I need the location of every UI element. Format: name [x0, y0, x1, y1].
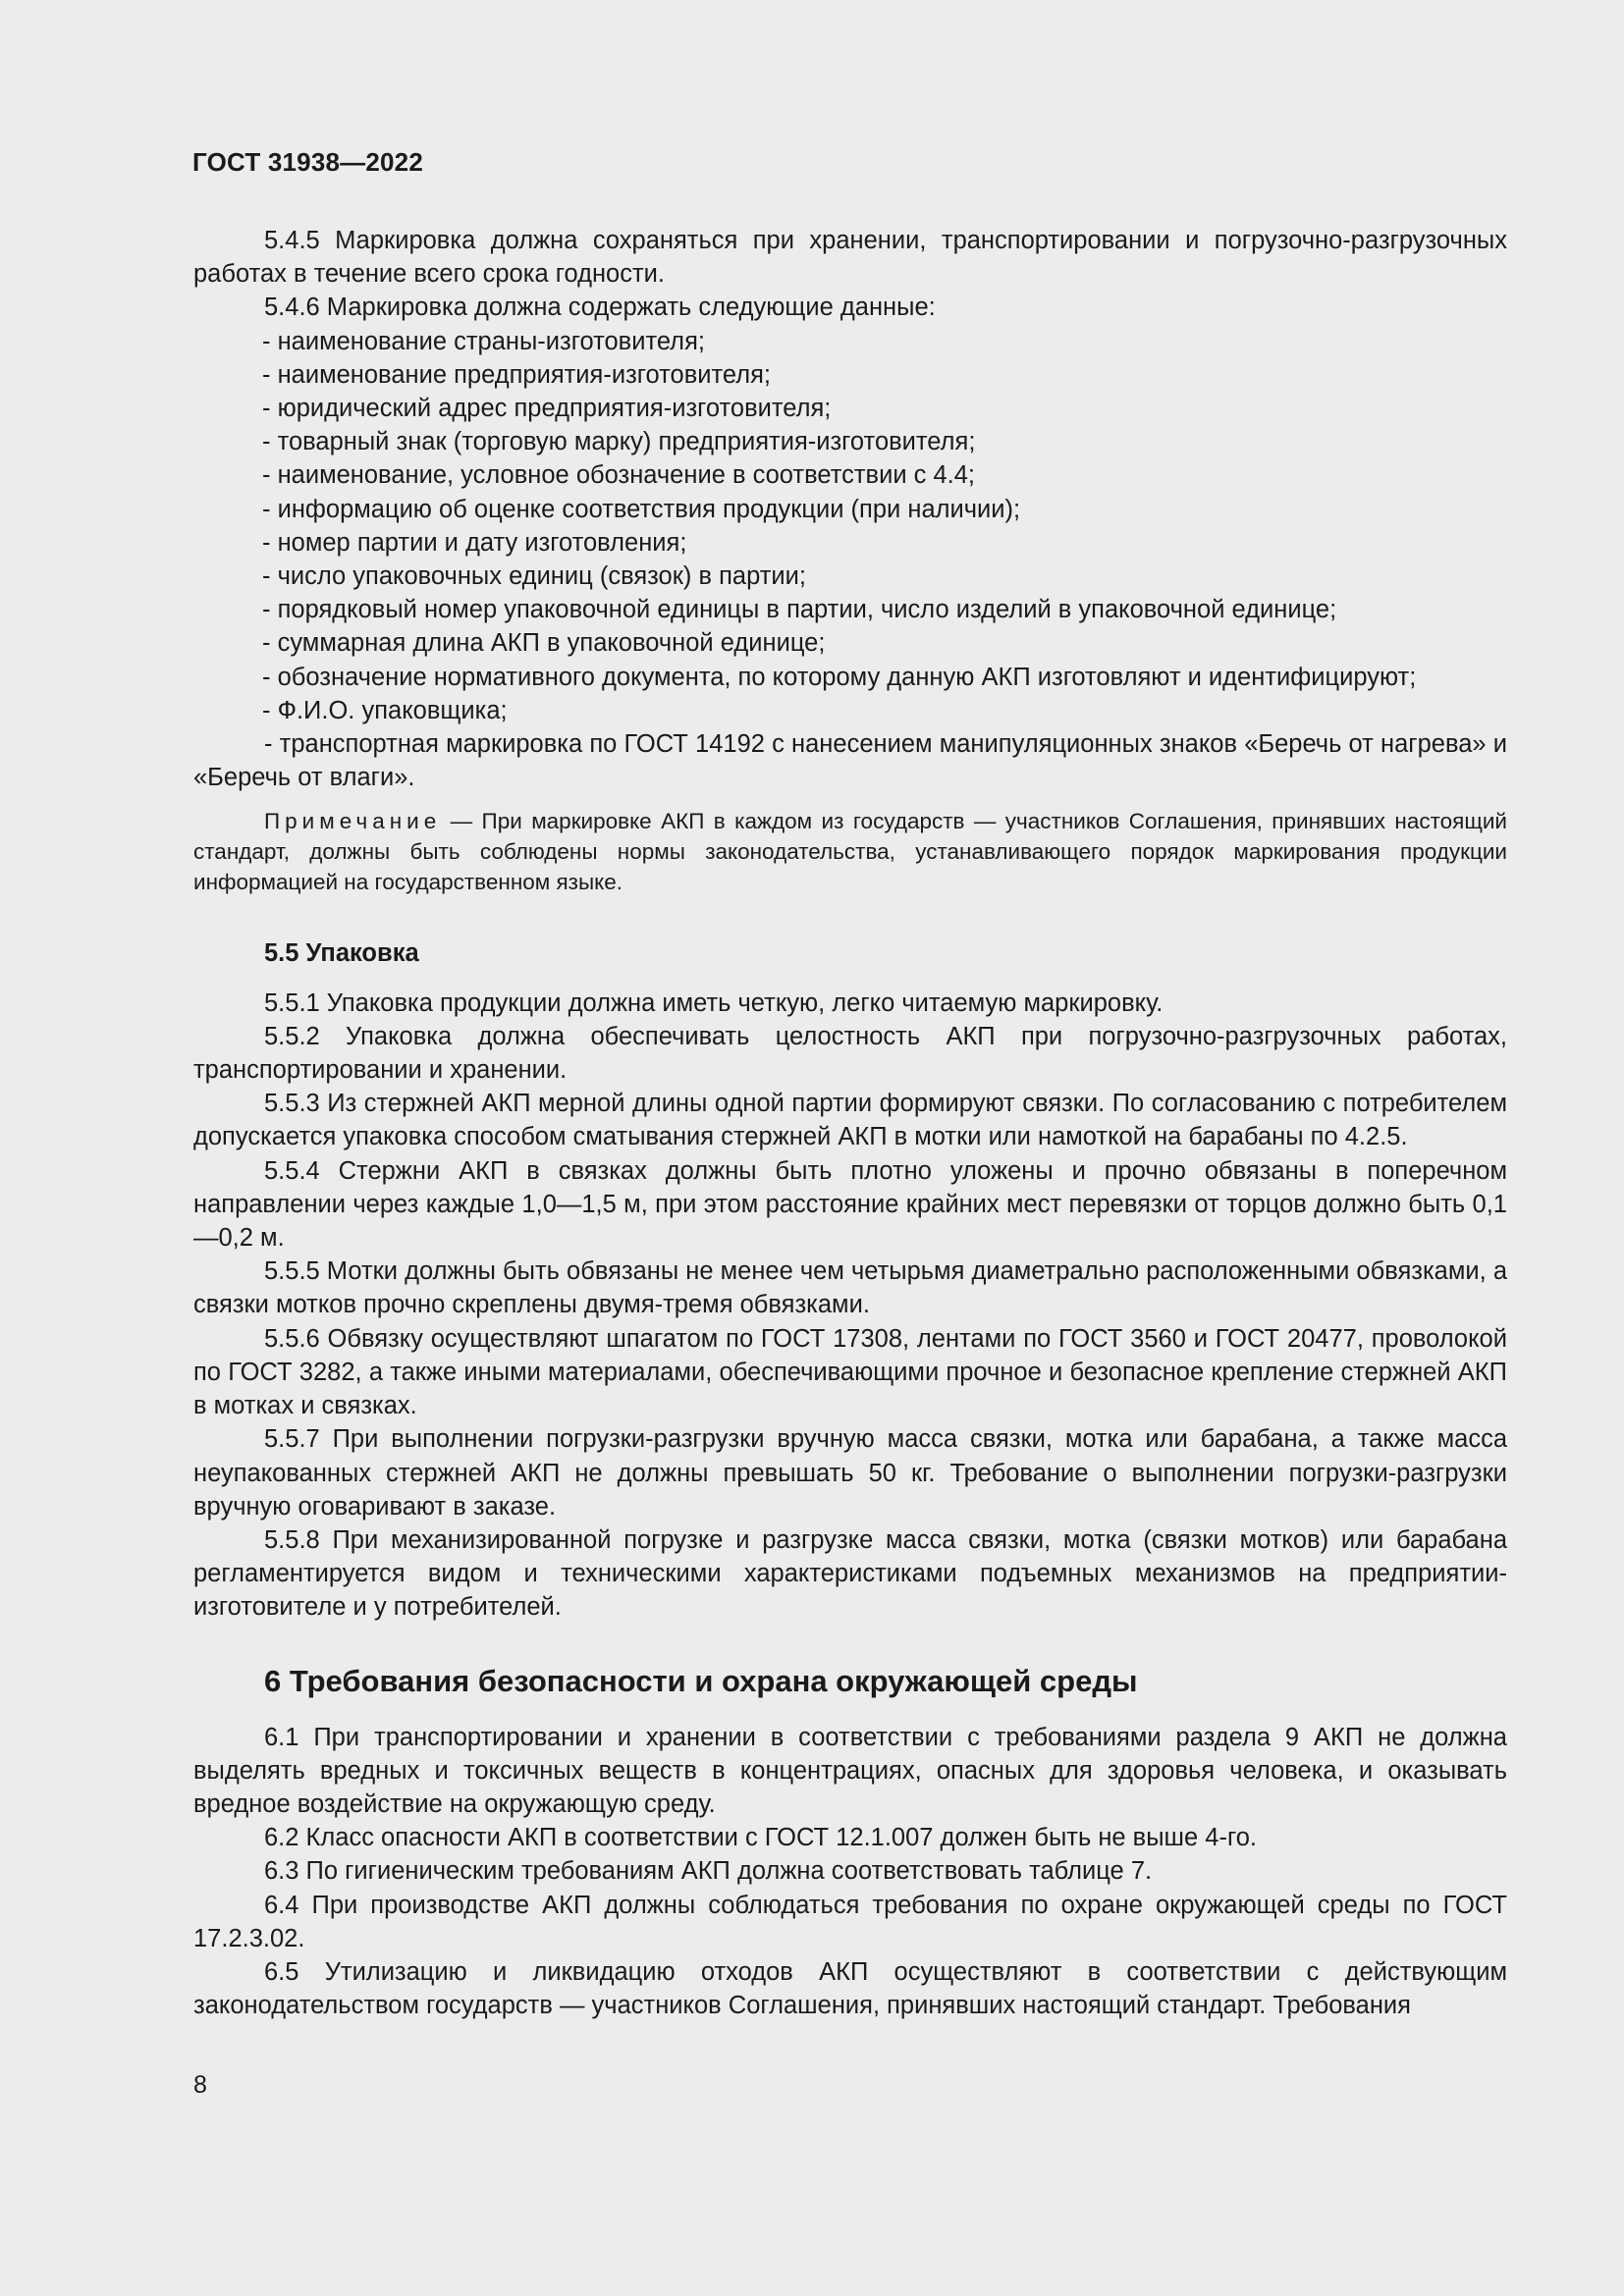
clause-5-5-5: 5.5.5 Мотки должны быть обвязаны не менее чем четырьмя диаметрально расположенными обвязками, а связки мотков прочно скреплены двумя-тремя обвязками.: [193, 1257, 1507, 1319]
list-item: - юридический адрес предприятия-изготовителя;: [262, 395, 832, 423]
clause-5-5-6: 5.5.6 Обвязку осуществляют шпагатом по ГОСТ 17308, лентами по ГОСТ 3560 и ГОСТ 20477, проволокой по ГОСТ 3282, а также иными материалами, обеспечивающими прочное и безопасное крепление стержней АКП в мотках и связках.: [193, 1324, 1507, 1420]
section-heading-6: 6 Требования безопасности и охрана окружающей среды: [264, 1663, 1138, 1698]
note: [193, 806, 1507, 897]
list-item: - наименование предприятия-изготовителя;: [262, 360, 772, 389]
clause-6-4: 6.4 При производстве АКП должны соблюдаться требования по охране окружающей среды по ГОСТ 17.2.3.02.: [193, 1891, 1507, 1952]
page-number: 8: [193, 2071, 207, 2099]
note-label: Примечание: [264, 809, 442, 834]
clause-6-5: 6.5 Утилизацию и ликвидацию отходов АКП осуществляют в соответствии с действующим законодательством государств — участников Соглашения, принявших настоящий стандарт. Требования: [193, 1957, 1507, 2020]
clause-6-1: 6.1 При транспортировании и хранении в соответствии с требованиями раздела 9 АКП не должна выделять вредных и токсичных веществ в концентрациях, опасных для здоровья человека, и оказывать вредное воздействие на окружающую среду.: [193, 1723, 1507, 1818]
document-body: [193, 224, 1507, 2022]
clause-5-5-2: 5.5.2 Упаковка должна обеспечивать целостность АКП при погрузочно-разгрузочных работах, транспортировании и хранении.: [193, 1022, 1507, 1085]
list-item: - Ф.И.О. упаковщика;: [262, 696, 508, 724]
clause-5-4-6: 5.4.6 Маркировка должна содержать следующие данные:: [264, 294, 936, 322]
clause-5-5-1: 5.5.1 Упаковка продукции должна иметь четкую, легко читаемую маркировку.: [264, 988, 1164, 1017]
clause-5-5-8: 5.5.8 При механизированной погрузке и разгрузке масса связки, мотка (связки мотков) или барабана регламентируется видом и техническими характеристиками подъемных механизмов на предприятии-изготовителе и у потребителей.: [193, 1525, 1507, 1622]
section-heading-5-5: 5.5 Упаковка: [264, 939, 419, 968]
note-text: — При маркировке АКП в каждом из государств — участников Соглашения, принявших настоящий стандарт, должны быть соблюдены нормы законодательства, устанавливающего порядок маркирования продукции информацией на государственном языке.: [193, 809, 1507, 895]
clause-5-5-7: 5.5.7 При выполнении погрузки-разгрузки вручную масса связки, мотка или барабана, а также масса неупакованных стержней АКП не должны превышать 50 кг. Требование о выполнении погрузки-разгрузки вручную оговаривают в заказе.: [193, 1425, 1507, 1521]
clause-6-3: 6.3 По гигиеническим требованиям АКП должна соответствовать таблице 7.: [264, 1857, 1153, 1886]
list-item: - обозначение нормативного документа, по которому данную АКП изготовляют и идентифицируют;: [262, 663, 1417, 691]
list-item: - суммарная длина АКП в упаковочной единице;: [262, 629, 826, 658]
document-header: ГОСТ 31938—2022: [192, 147, 423, 177]
clause-6-2: 6.2 Класс опасности АКП в соответствии с ГОСТ 12.1.007 должен быть не выше 4-го.: [264, 1824, 1257, 1852]
marking-data-list: [193, 325, 1507, 795]
list-item: - номер партии и дату изготовления;: [262, 528, 687, 557]
clause-5-5-4: 5.5.4 Стержни АКП в связках должны быть плотно уложены и прочно обвязаны в поперечном направлении через каждые 1,0—1,5 м, при этом расстояние крайних мест перевязки от торцов должно быть 0,1—0,2 м.: [193, 1156, 1507, 1253]
list-item: - товарный знак (торговую марку) предприятия-изготовителя;: [262, 428, 976, 456]
list-item: - транспортная маркировка по ГОСТ 14192 с нанесением манипуляционных знаков «Беречь от нагрева» и «Беречь от влаги».: [193, 730, 1507, 792]
list-item: - информацию об оценке соответствия продукции (при наличии);: [262, 495, 1021, 523]
list-item: - наименование страны-изготовителя;: [262, 327, 705, 355]
clause-5-5-3: 5.5.3 Из стержней АКП мерной длины одной партии формируют связки. По согласованию с потребителем допускается упаковка способом сматывания стержней АКП в мотки или намоткой на барабаны по 4.2.5.: [193, 1090, 1507, 1151]
list-item: - порядковый номер упаковочной единицы в партии, число изделий в упаковочной единице;: [262, 596, 1337, 624]
list-item: - наименование, условное обозначение в соответствии с 4.4;: [262, 461, 976, 490]
list-item: - число упаковочных единиц (связок) в партии;: [262, 562, 806, 591]
clause-5-4-5: 5.4.5 Маркировка должна сохраняться при хранении, транспортировании и погрузочно-разгрузочных работах в течение всего срока годности.: [193, 227, 1507, 289]
